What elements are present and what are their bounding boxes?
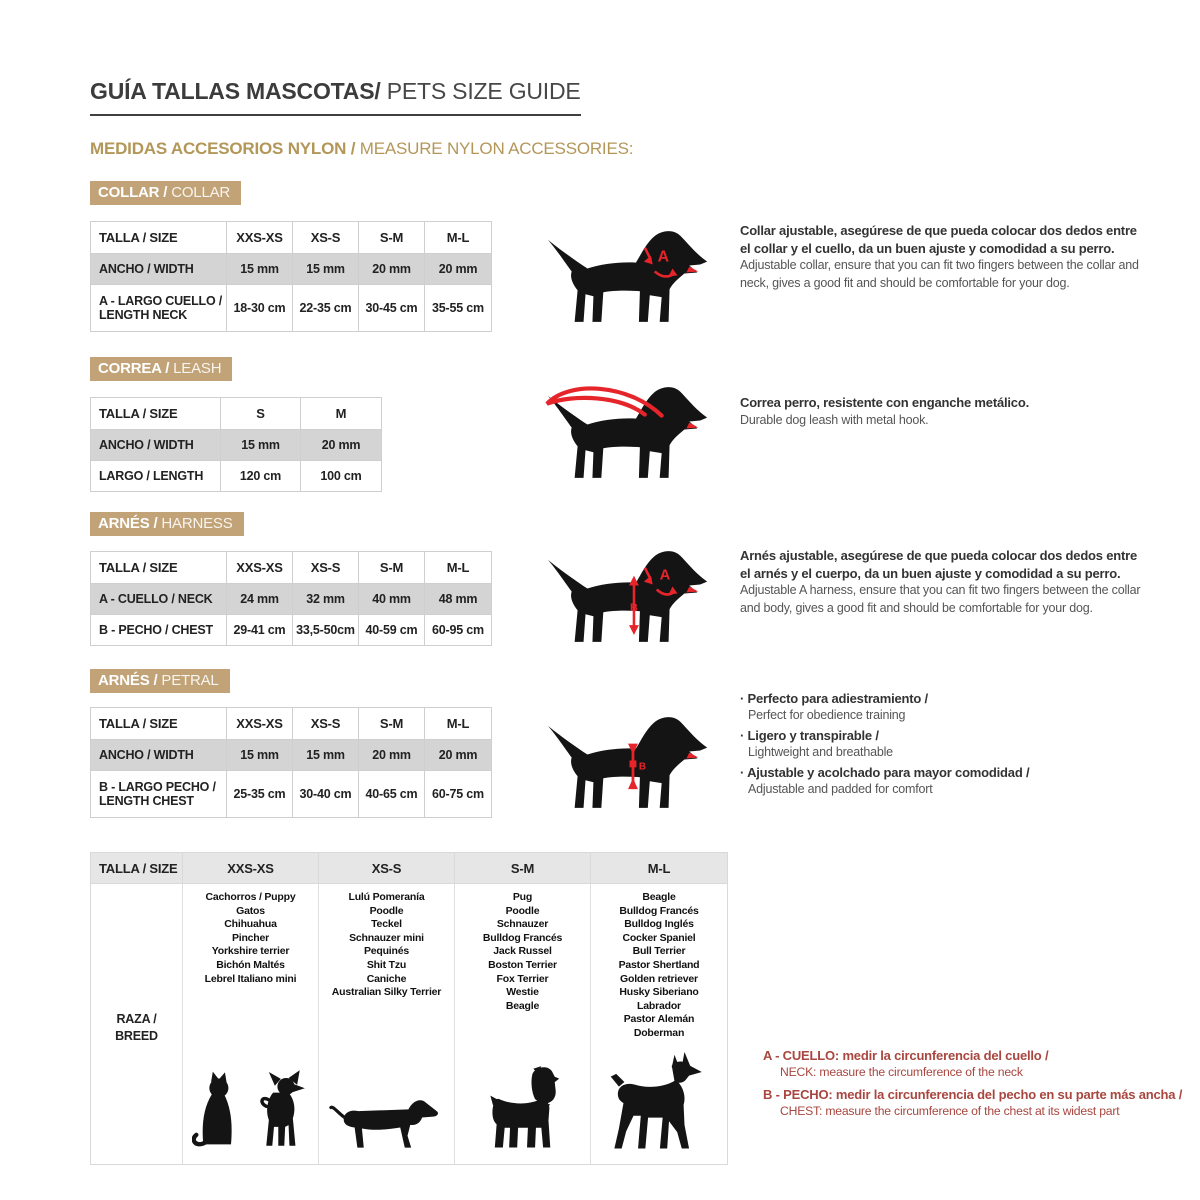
petral-badge-en: PETRAL — [157, 672, 219, 689]
collar-header-row — [91, 222, 491, 254]
collar-description — [740, 222, 1142, 292]
size-col-header: XXS-XS — [227, 708, 293, 739]
harness-desc-en: Adjustable A harness, ensure that you can fit two fingers between the collar and body, gives a good fit and should be comfortable for your dog. — [740, 583, 1141, 615]
value-cell: 15 mm — [227, 254, 293, 284]
petral-size-table — [90, 707, 492, 818]
size-col-header: S-M — [455, 853, 591, 883]
size-label-cell: TALLA / SIZE — [91, 222, 227, 253]
dachshund-silhouette — [329, 1092, 445, 1154]
harness-section-badge — [90, 512, 244, 536]
breed-item: Pequinés — [363, 945, 410, 958]
row-label: B - PECHO / CHEST — [91, 615, 227, 645]
feature-en: Perfect for obedience training — [748, 708, 906, 722]
breed-item: Lulú Pomeranía — [348, 891, 425, 903]
leash-width-row — [91, 430, 381, 461]
harness-chest-row — [91, 615, 491, 645]
value-cell: 30-40 cm — [293, 771, 359, 817]
value-cell: 32 mm — [293, 584, 359, 614]
marker-a-label: A — [657, 248, 669, 266]
feature-item — [740, 690, 1160, 724]
petral-features — [740, 690, 1160, 801]
petral-chest-row — [91, 771, 491, 817]
value-cell: 20 mm — [438, 748, 478, 762]
dog-harness-illustration — [542, 532, 720, 646]
breed-label-es: RAZA / — [116, 1011, 157, 1026]
leash-size-table — [90, 397, 382, 492]
breed-item: Lebrel Italiano mini — [204, 972, 297, 985]
size-col-header: XXS-XS — [227, 222, 293, 253]
size-col-header: S — [221, 398, 301, 429]
breed-item: Bulldog Inglés — [624, 918, 694, 931]
size-label-cell: TALLA / SIZE — [91, 853, 183, 883]
harness-badge-en: HARNESS — [157, 515, 233, 532]
breed-item: Bulldog Francés — [619, 904, 699, 917]
note-en: CHEST: measure the circumference of the chest at its widest part — [780, 1104, 1120, 1118]
petral-width-row — [91, 740, 491, 771]
breed-label-en: BREED — [115, 1028, 158, 1043]
breed-item: Cocker Spaniel — [622, 931, 696, 944]
size-col-header: S-M — [359, 222, 425, 253]
value-cell: 15 mm — [293, 740, 359, 770]
page-title-en: PETS SIZE GUIDE — [380, 78, 581, 104]
breed-item: Bull Terrier — [632, 945, 686, 958]
leash-badge-en: LEASH — [169, 360, 222, 377]
value-cell: 60-95 cm — [432, 623, 484, 637]
breed-col-s-m — [455, 884, 591, 1164]
breed-item: Bulldog Francés — [482, 931, 563, 944]
harness-size-table — [90, 551, 492, 646]
breed-col-xxs-xs — [183, 884, 319, 1164]
breed-col-m-l — [591, 884, 727, 1164]
collar-badge-en: COLLAR — [167, 184, 231, 201]
harness-description — [740, 547, 1142, 617]
value-cell: 30-45 cm — [359, 285, 425, 331]
doberman-silhouette — [608, 1052, 710, 1154]
feature-en: Lightweight and breathable — [748, 745, 893, 759]
size-col-header: M-L — [446, 560, 470, 575]
breed-item: Poodle — [505, 904, 540, 917]
cat-silhouette — [192, 1068, 244, 1154]
collar-width-row — [91, 254, 491, 285]
page-title — [90, 78, 581, 116]
breed-item: Jack Russel — [493, 945, 552, 958]
collar-desc-en: Adjustable collar, ensure that you can fit two fingers between the collar and neck, gives a good fit and should be comfortable for your dog. — [740, 258, 1139, 290]
note-en: NECK: measure the circumference of the neck — [780, 1065, 1023, 1079]
breed-item: Westie — [506, 986, 539, 999]
subtitle-en: MEASURE NYLON ACCESSORIES: — [355, 139, 634, 158]
leash-length-row — [91, 461, 381, 491]
breed-item: Husky Siberiano — [619, 986, 699, 999]
feature-es: · Perfecto para adiestramiento / — [740, 690, 1160, 707]
size-label-cell: TALLA / SIZE — [91, 398, 221, 429]
feature-en: Adjustable and padded for comfort — [748, 782, 933, 796]
dog-collar-illustration — [542, 212, 720, 326]
breed-item: Cachorros / Puppy — [205, 891, 296, 903]
breed-item: Yorkshire terrier — [211, 945, 290, 958]
breed-item: Caniche — [366, 972, 407, 985]
size-label-cell: TALLA / SIZE — [91, 552, 227, 583]
size-col-header: M — [335, 406, 347, 421]
size-col-header: XS-S — [319, 853, 455, 883]
value-cell: 33,5-50cm — [293, 615, 359, 645]
value-cell: 24 mm — [227, 584, 293, 614]
breed-item: Beagle — [642, 891, 676, 903]
breed-item: Shit Tzu — [366, 958, 407, 971]
schnauzer-silhouette — [485, 1064, 561, 1154]
harness-badge-es: ARNÉS / — [98, 515, 158, 532]
marker-b-label: B — [638, 761, 646, 773]
breed-table — [90, 852, 728, 1165]
petral-badge-es: ARNÉS / — [98, 672, 158, 689]
breed-col-xs-s — [319, 884, 455, 1164]
breed-item: Bichón Maltés — [216, 958, 285, 971]
breed-item: Teckel — [371, 918, 402, 931]
value-cell: 15 mm — [221, 430, 301, 460]
size-col-header: M-L — [647, 860, 671, 876]
breed-item: Fox Terrier — [496, 972, 549, 985]
note-es: A - CUELLO: medir la circunferencia del cuello / — [763, 1048, 1049, 1063]
dog-petral-illustration — [542, 698, 720, 812]
breed-item: Beagle — [505, 999, 540, 1012]
marker-a-label: A — [659, 567, 671, 584]
feature-item — [740, 764, 1160, 798]
chihuahua-silhouette — [250, 1068, 310, 1154]
value-cell: 29-41 cm — [227, 615, 293, 645]
value-cell: 48 mm — [438, 592, 478, 606]
value-cell: 60-75 cm — [432, 787, 484, 801]
size-col-header: XXS-XS — [227, 552, 293, 583]
value-cell: 40 mm — [359, 584, 425, 614]
size-col-header: XXS-XS — [183, 853, 319, 883]
harness-header-row — [91, 552, 491, 584]
breed-table-body — [91, 884, 727, 1164]
size-col-header: S-M — [359, 552, 425, 583]
value-cell: 15 mm — [227, 740, 293, 770]
marker-b-label: B — [630, 602, 638, 615]
size-col-header: XS-S — [293, 222, 359, 253]
breed-item: Boston Terrier — [488, 958, 557, 971]
petral-header-row — [91, 708, 491, 740]
row-label: A - CUELLO / NECK — [91, 584, 227, 614]
leash-badge-es: CORREA / — [98, 360, 170, 377]
value-cell: 35-55 cm — [432, 301, 484, 315]
page-subtitle — [90, 139, 633, 159]
value-cell: 18-30 cm — [227, 285, 293, 331]
value-cell: 22-35 cm — [293, 285, 359, 331]
size-col-header: XS-S — [293, 552, 359, 583]
collar-desc-es: Collar ajustable, asegúrese de que pueda colocar dos dedos entre el collar y el cuello, da un buen ajuste y comodidad a su perro. — [740, 223, 1137, 256]
value-cell: 100 cm — [320, 469, 362, 483]
size-label-cell: TALLA / SIZE — [91, 708, 227, 739]
breed-item: Pug — [512, 891, 533, 903]
collar-section-badge — [90, 181, 241, 205]
breed-item: Doberman — [633, 1026, 685, 1039]
note-es: B - PECHO: medir la circunferencia del pecho en su parte más ancha / — [763, 1087, 1183, 1102]
value-cell: 20 mm — [359, 254, 425, 284]
breed-item: Gatos — [236, 904, 265, 917]
breed-item: Labrador — [637, 999, 681, 1012]
breed-item: Schnauzer mini — [349, 931, 424, 944]
value-cell: 120 cm — [221, 461, 301, 491]
size-col-header: M-L — [446, 716, 470, 731]
size-col-header: S-M — [359, 708, 425, 739]
row-label: ANCHO / WIDTH — [91, 430, 221, 460]
subtitle-es: MEDIDAS ACCESORIOS NYLON / — [90, 139, 356, 158]
breed-item: Pastor Alemán — [623, 1013, 695, 1026]
dog-leash-illustration — [542, 368, 720, 482]
leash-desc-es: Correa perro, resistente con enganche metálico. — [740, 395, 1029, 410]
harness-neck-row — [91, 584, 491, 615]
leash-section-badge — [90, 357, 232, 381]
breed-item: Golden retriever — [620, 972, 698, 985]
value-cell: 15 mm — [293, 254, 359, 284]
breed-item: Pincher — [231, 931, 270, 944]
value-cell: 20 mm — [359, 740, 425, 770]
row-label: ANCHO / WIDTH — [91, 254, 227, 284]
collar-size-table — [90, 221, 492, 332]
breed-item: Chihuahua — [224, 918, 277, 931]
feature-item — [740, 727, 1160, 761]
leash-description — [740, 394, 1142, 429]
leash-desc-en: Durable dog leash with metal hook. — [740, 412, 929, 427]
value-cell: 40-65 cm — [359, 771, 425, 817]
size-col-header: M-L — [446, 230, 470, 245]
feature-es: · Ligero y transpirable / — [740, 727, 1160, 744]
size-col-header: XS-S — [293, 708, 359, 739]
collar-badge-es: COLLAR / — [98, 184, 168, 201]
breed-row-label — [91, 884, 183, 1164]
breed-item: Australian Silky Terrier — [331, 986, 442, 999]
leash-header-row — [91, 398, 381, 430]
value-cell: 20 mm — [438, 262, 478, 276]
value-cell: 20 mm — [321, 438, 361, 452]
harness-desc-es: Arnés ajustable, asegúrese de que pueda colocar dos dedos entre el arnés y el cuerpo, da un buen ajuste y comodidad a su perro. — [740, 548, 1138, 581]
note-item — [763, 1047, 1183, 1081]
row-label: A - LARGO CUELLO / LENGTH NECK — [91, 285, 227, 331]
row-label: LARGO / LENGTH — [91, 461, 221, 491]
collar-neck-row — [91, 285, 491, 331]
value-cell: 40-59 cm — [359, 615, 425, 645]
petral-section-badge — [90, 669, 230, 693]
row-label: B - LARGO PECHO / LENGTH CHEST — [91, 771, 227, 817]
breed-table-header — [91, 853, 727, 884]
breed-item: Pastor Shertland — [618, 958, 700, 971]
note-item — [763, 1086, 1183, 1120]
feature-es: · Ajustable y acolchado para mayor comodidad / — [740, 764, 1160, 781]
row-label: ANCHO / WIDTH — [91, 740, 227, 770]
value-cell: 25-35 cm — [227, 771, 293, 817]
breed-item: Schnauzer — [496, 918, 549, 931]
measurement-notes — [763, 1047, 1183, 1125]
page-title-es: GUÍA TALLAS MASCOTAS/ — [90, 78, 381, 104]
breed-item: Poodle — [369, 904, 404, 917]
